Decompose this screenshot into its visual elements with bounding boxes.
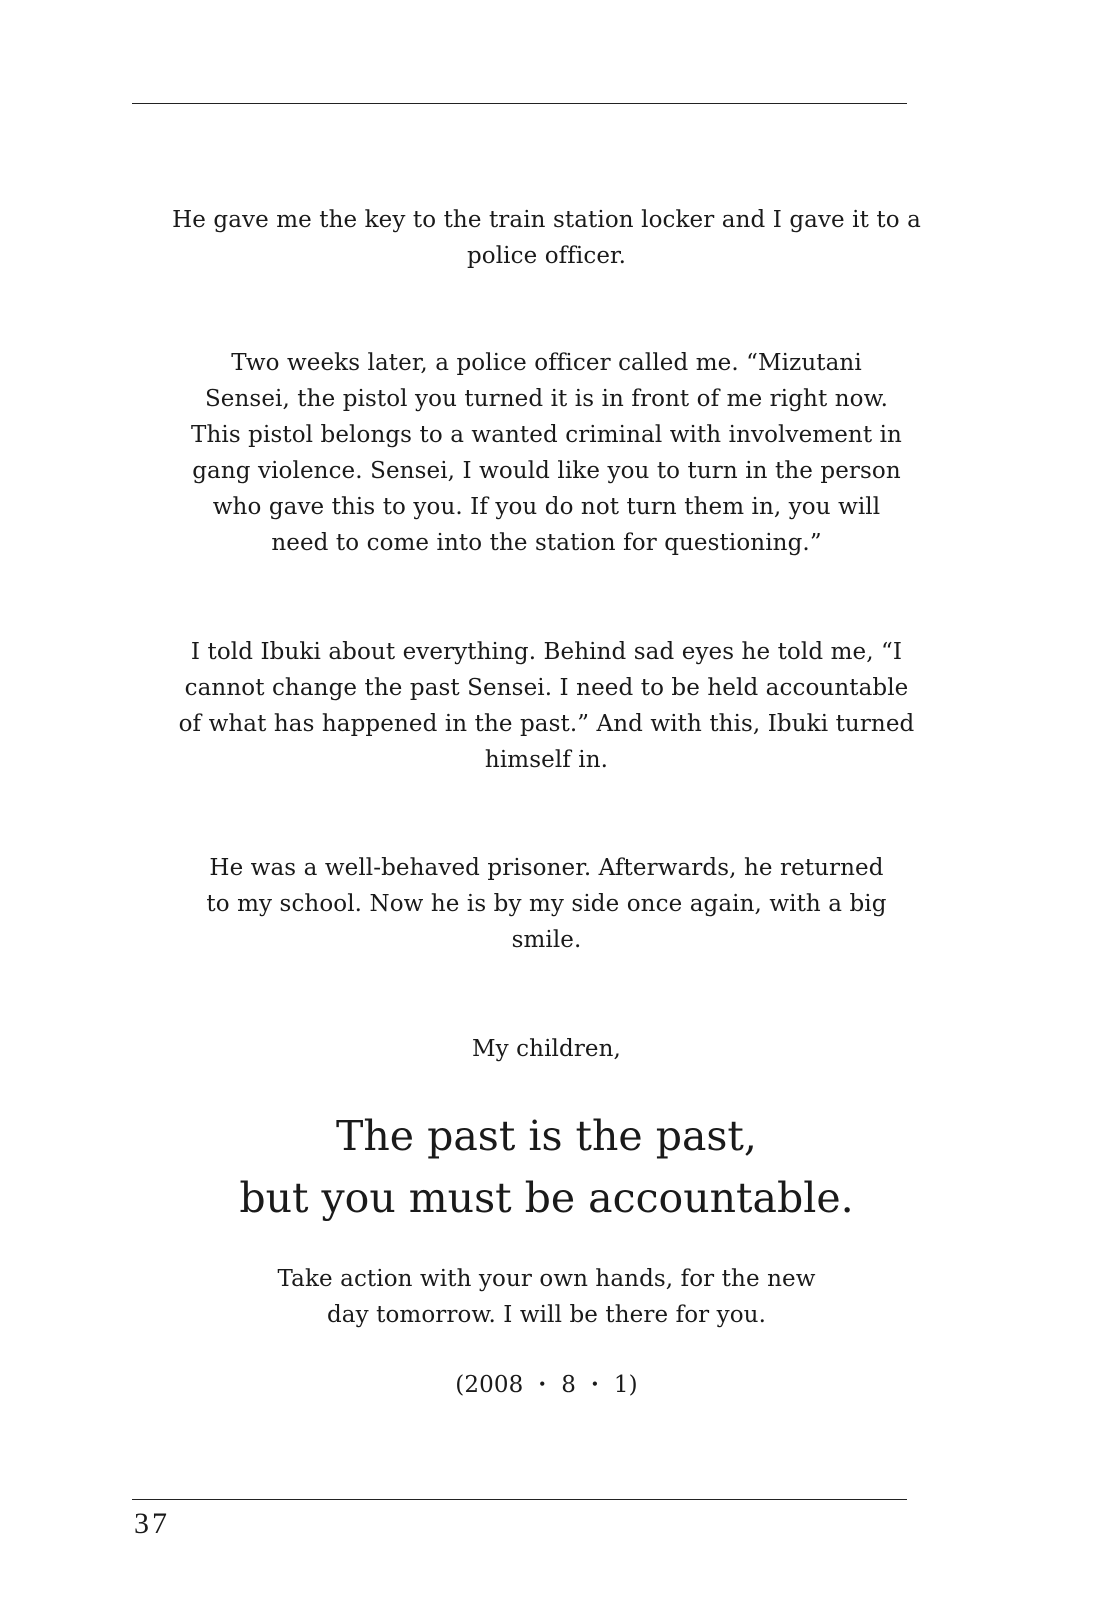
paragraph-police-call: Two weeks later, a police officer called me. “Mizutani Sensei, the pistol you turned it is in front of me right now. This pistol belongs to a wanted criminal with involvement in gang violence. Sensei, I would like you to turn in the person who gave this to you. If you do not turn them in, you will need to come into the station for questioning.”	[191, 350, 902, 556]
motto-line-1: The past is the past,	[336, 1112, 757, 1160]
closing-paragraph: Take action with your own hands, for the new day tomorrow. I will be there for you.	[277, 1266, 816, 1328]
motto-heading	[150, 1105, 943, 1229]
top-rule	[132, 103, 907, 104]
paragraph-return-to-school: He was a well-behaved prisoner. Afterwards, he returned to my school. Now he is by my side once again, with a big smile.	[206, 855, 887, 953]
motto-line-2: but you must be accountable.	[239, 1174, 854, 1222]
paragraph-locker-key: He gave me the key to the train station locker and I gave it to a police officer.	[172, 207, 921, 269]
paragraph-ibuki-confession: I told Ibuki about everything. Behind sad eyes he told me, “I cannot change the past Sensei. I need to be held accountable of what has happened in the past.” And with this, Ibuki turned himself in.	[178, 639, 915, 773]
date-line: (2008 ・ 8 ・ 1)	[455, 1372, 638, 1398]
page-number: 37	[134, 1507, 170, 1540]
greeting: My children,	[472, 1036, 621, 1062]
bottom-rule	[132, 1499, 907, 1500]
